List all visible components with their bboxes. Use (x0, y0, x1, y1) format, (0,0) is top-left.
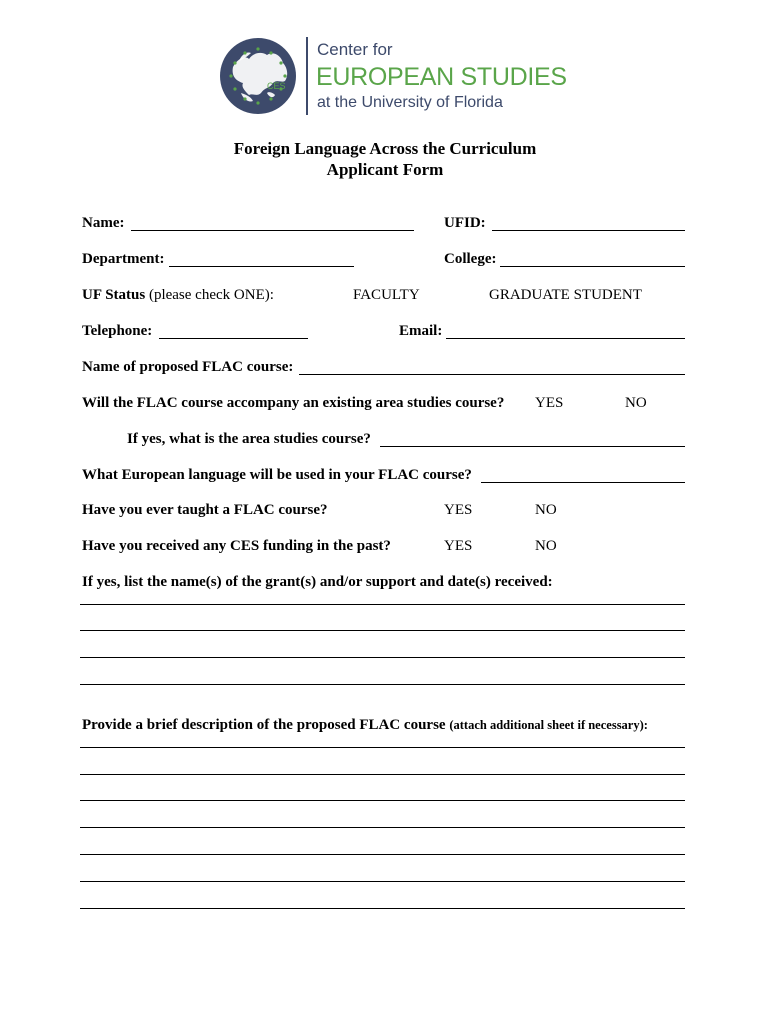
grants-line-2[interactable] (80, 630, 685, 631)
language-field[interactable] (481, 482, 685, 483)
email-label: Email: (399, 323, 443, 339)
description-hint: (attach additional sheet if necessary): (449, 718, 648, 732)
telephone-field[interactable] (159, 338, 308, 339)
email-field[interactable] (446, 338, 685, 339)
faculty-option[interactable]: FACULTY (353, 287, 420, 303)
grants-line-3[interactable] (80, 657, 685, 658)
description-line-1[interactable] (80, 747, 685, 748)
college-field[interactable] (500, 266, 685, 267)
accompany-question: Will the FLAC course accompany an existing area studies course? (82, 395, 505, 411)
grants-question: If yes, list the name(s) of the grant(s) and/or support and date(s) received: (82, 574, 553, 590)
uf-status-hint: (please check ONE): (148, 287, 274, 303)
telephone-label: Telephone: (82, 323, 153, 339)
form-title: Foreign Language Across the Curriculum (233, 139, 537, 158)
proposed-course-field[interactable] (299, 374, 685, 375)
accompany-yes-option[interactable]: YES (535, 395, 564, 411)
grants-line-1[interactable] (80, 604, 685, 605)
proposed-course-label: Name of proposed FLAC course: (82, 359, 294, 375)
department-label: Department: (82, 251, 165, 267)
ufid-label: UFID: (444, 215, 486, 231)
description-label: Provide a brief description of the proposed FLAC course (82, 717, 446, 733)
logo-line-center-for: Center for (317, 40, 393, 59)
funding-question: Have you received any CES funding in the past? (82, 538, 391, 554)
graduate-student-option[interactable]: GRADUATE STUDENT (489, 287, 642, 303)
logo-line-university: at the University of Florida (317, 94, 503, 111)
form-subtitle: Applicant Form (326, 160, 444, 179)
funding-no-option[interactable]: NO (535, 538, 557, 554)
department-field[interactable] (169, 266, 354, 267)
taught-no-option[interactable]: NO (535, 502, 557, 518)
language-question: What European language will be used in your FLAC course? (82, 467, 472, 483)
description-question (82, 716, 648, 734)
funding-yes-option[interactable]: YES (444, 538, 473, 554)
area-course-field[interactable] (380, 446, 685, 447)
grants-line-4[interactable] (80, 684, 685, 685)
accompany-no-option[interactable]: NO (625, 395, 647, 411)
description-line-6[interactable] (80, 881, 685, 882)
logo-line-european-studies: EUROPEAN STUDIES (316, 63, 567, 91)
svg-text:CES: CES (267, 81, 286, 91)
logo-divider (306, 37, 308, 115)
area-course-question: If yes, what is the area studies course? (127, 431, 371, 447)
name-field[interactable] (131, 230, 414, 231)
description-line-7[interactable] (80, 908, 685, 909)
description-line-4[interactable] (80, 827, 685, 828)
taught-question: Have you ever taught a FLAC course? (82, 502, 328, 518)
uf-status-label: UF Status (82, 287, 146, 303)
description-line-5[interactable] (80, 854, 685, 855)
description-line-3[interactable] (80, 800, 685, 801)
description-line-2[interactable] (80, 774, 685, 775)
taught-yes-option[interactable]: YES (444, 502, 473, 518)
uf-status-row (82, 286, 274, 304)
globe-europe-icon (219, 37, 297, 115)
college-label: College: (444, 251, 497, 267)
name-label: Name: (82, 215, 125, 231)
ufid-field[interactable] (492, 230, 685, 231)
